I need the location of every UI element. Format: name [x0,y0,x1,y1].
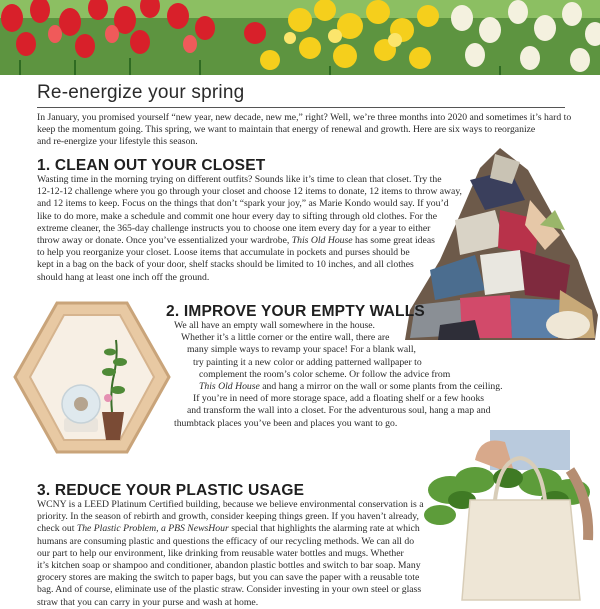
body-line: and transform the wall into a closet. For the adventurous soul, hang a map and [187,405,491,417]
body-line: our part to help our environment, like drinking from reusable water bottles and mugs. Whether [37,547,404,559]
tote-bag-image [420,430,600,600]
body-line: WCNY is a LEED Platinum Certified building, because we believe environmental conservation is a [37,499,424,510]
body-line [166,381,576,393]
section-heading-closet: 1. CLEAN OUT YOUR CLOSET [37,157,266,174]
clothes-pile-image [400,140,600,345]
clothes-pile-illustration [400,140,600,345]
body-line-text: throw away or donate. Once you’ve essentialized your wardrobe, [37,235,292,247]
body-line: priority. In the season of rebirth and growth, consider keeping things green. If you haven’t already, [37,511,419,523]
body-line: extreme cleaner, the 365-day challenge instructs you to choose one item every day for a year to either [37,222,431,234]
intro-line: In January, you promised yourself “new year, new decade, new me,” right? Well, we’re three months into 2020 and sometimes it’s hard to [37,112,572,123]
article-title: Re-energize your spring [37,82,245,103]
title-divider [37,107,565,108]
section-body-closet [37,174,462,284]
body-line: kept in a bag on the back of your door, shelf stacks should be limited to 10 inches, and all clothes [37,259,414,271]
intro-line: keep the momentum going. This spring, we want to maintain that energy of renewal and growth. Here are six ways to reorganize [37,124,536,136]
source-title: This Old House [291,235,353,247]
section-body-walls [166,320,576,430]
source-title: This Old House [199,381,260,393]
body-line: and 12 items to keep. Focus on the things that don’t “spark your joy,” as Marie Kondo would say. If you’d [37,198,449,210]
hexagon-shelf-image [12,300,172,455]
body-line-text: has some great ideas [352,235,435,247]
body-line: If you’re in need of more storage space, add a floating shelf or a few hooks [193,393,485,405]
body-line: like to do more, make a schedule and commit one hour every day to sifting through old clothes. For the [37,210,438,222]
section-heading-walls: 2. IMPROVE YOUR EMPTY WALLS [166,303,425,320]
hexagon-shelf-illustration [12,300,172,455]
body-line: complement the room’s color scheme. Or follow the advice from [199,368,451,380]
body-line: We all have an empty wall somewhere in the house. [174,320,375,331]
flower-banner-image [0,0,600,75]
body-line: try painting it a new color or adding patterned wallpaper to [193,356,422,368]
body-line: many simple ways to revamp your space! For a blank wall, [187,344,416,356]
body-line: thumbtack places you’ve been and places you want to go. [174,417,398,429]
source-title: The Plastic Problem, a PBS NewsHour [76,523,229,535]
body-line: straw that you can carry in your purse and wash at home. [37,596,259,608]
tote-bag-illustration [420,430,600,600]
section-heading-plastic: 3. REDUCE YOUR PLASTIC USAGE [37,482,305,499]
intro-line: and re-energize your lifestyle this season. [37,136,198,148]
body-line [37,235,435,247]
body-line-text: special that highlights the alarming rate at which [228,523,420,535]
body-line: grocery stores are making the switch to paper bags, but you can save the paper with a reusable tote [37,572,420,584]
body-line-text: check out [37,523,77,535]
body-line: Whether it’s a little corner or the entire wall, there are [181,332,390,344]
body-line: to help you reorganize your closet. Loose items that accumulate in pockets and purses should be [37,247,410,259]
body-line: 12-12-12 challenge where you go through your closet and choose 12 items to donate, 12 items to throw away, [37,186,462,198]
body-line [37,523,427,535]
body-line: bag. And of course, eliminate use of the plastic straw. Consider investing in your own steel or glass [37,584,422,596]
tulip-field-illustration [0,0,600,75]
section-body-plastic [37,499,427,609]
body-line-text: and hang a mirror on the wall or some plants from the ceiling. [259,381,503,393]
body-line: should hang at least one inch off the ground. [37,271,210,283]
body-line: it’s kitchen soap or shampoo and conditioner, abandon plastic bottles and switch to bar soap. Many [37,560,421,572]
body-line: Wasting time in the morning trying on different outfits? Sounds like it’s time to clean that closet. Try the [37,174,442,185]
body-line: humans are consuming plastic and questions the efficacy of our recycling methods. We can all do [37,535,415,547]
